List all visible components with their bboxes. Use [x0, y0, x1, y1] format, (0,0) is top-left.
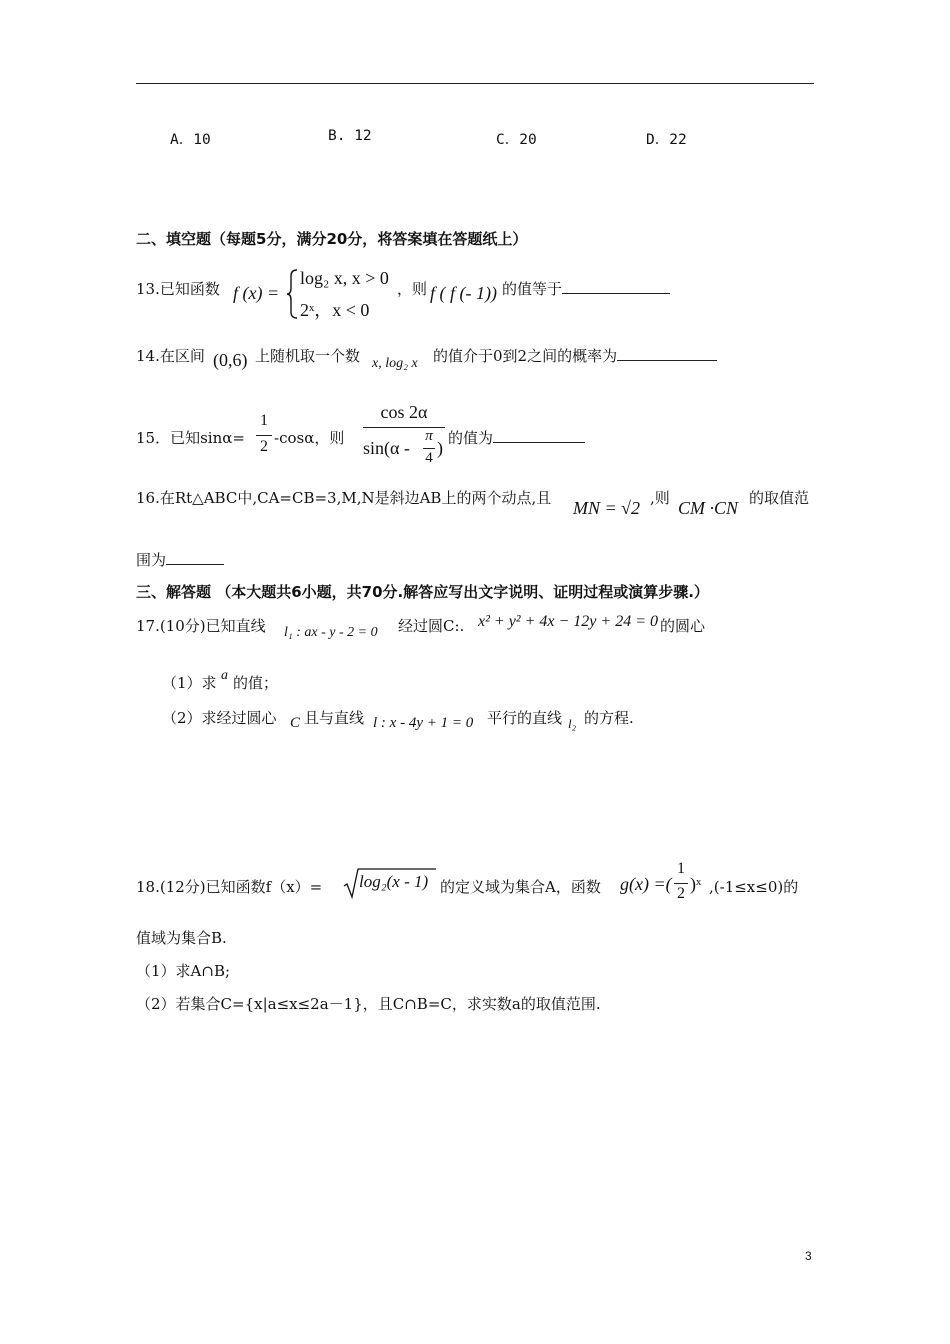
q17-part1-var: a: [221, 668, 228, 683]
option-a: A．10: [170, 132, 211, 148]
q13-case2: 2ˣ，x < 0: [300, 300, 370, 320]
q17-part2-line: l : x - 4y + 1 = 0: [373, 715, 474, 731]
option-d: D．22: [646, 132, 687, 148]
q18-prefix: 18.(12分)已知函数f（x）=: [136, 878, 323, 896]
q16-suffix: 的取值范: [749, 489, 810, 507]
q15-prefix: 15．已知sinα=: [136, 429, 245, 447]
q15-mid1: -cosα，则: [274, 429, 345, 447]
q14-suffix: 的值介于0到2之间的概率为: [433, 347, 618, 365]
q17-part2-c: C: [290, 715, 301, 731]
q16-mid: ,则: [650, 489, 670, 507]
page-number: 3: [805, 1249, 812, 1263]
q17-suffix: 的圆心: [660, 617, 706, 635]
header-rule: [136, 83, 814, 84]
q13-answer-blank: [562, 279, 670, 294]
q15-pi-bar: [423, 448, 435, 449]
q15-numerator: cos 2α: [380, 402, 428, 422]
q13-fx: f (x) =: [233, 283, 280, 303]
q16-answer-blank: [166, 550, 224, 565]
option-c: C．20: [496, 132, 537, 148]
q13-suffix-line: [502, 278, 670, 299]
q14-expr: x, log₂ x: [372, 356, 418, 371]
q17-part2-mid: 且与直线: [304, 709, 365, 727]
q15-half-num: 1: [260, 412, 268, 429]
q15-pi-num: π: [425, 428, 433, 444]
option-b: B. 12: [328, 128, 372, 144]
q15-suffix-line: [448, 427, 585, 448]
q18-line2: 值域为集合B.: [136, 929, 227, 947]
q17-part2-l2: l₂: [568, 716, 577, 731]
q18-sqrt-expr: log₂(x - 1): [359, 872, 429, 891]
q17-part2-mid2: 平行的直线: [487, 709, 563, 727]
q18-part2: （2）若集合C={x|a≤x≤2a－1}，且C∩B=C，求实数a的取值范围.: [136, 995, 601, 1013]
q17-prefix: 17.(10分)已知直线: [136, 617, 266, 635]
q16-cmcn: CM ·CN: [678, 498, 739, 518]
q14-answer-blank: [617, 346, 717, 361]
q18-mid: 的定义域为集合A，函数: [440, 878, 601, 896]
q17-part1-prefix: （1）求: [162, 674, 217, 692]
q18-half-den: 2: [677, 885, 685, 902]
q18-half-bar: [674, 883, 688, 884]
q16-line2-wrap: [136, 549, 224, 570]
q15-suffix: 的值为: [448, 429, 494, 447]
q15-den-close: ): [437, 438, 443, 458]
q17-part2-suffix: 的方程.: [584, 709, 634, 727]
q18-half-num: 1: [677, 860, 685, 877]
q15-answer-blank: [493, 428, 585, 443]
q13-case1: log₂ x, x > 0: [300, 268, 389, 288]
q15-den: sin(α -: [363, 438, 410, 458]
q18-gx-close: )ˣ: [690, 874, 702, 894]
q15-pi-den: 4: [425, 450, 433, 466]
q13-brace: [286, 268, 300, 320]
q16-text: 16.在Rt△ABC中,CA=CB=3,M,N是斜边AB上的两个动点,且: [136, 489, 552, 507]
q14-interval: (0,6): [213, 350, 248, 370]
q15-half-bar: [256, 435, 272, 436]
q14-mid: 上随机取一个数: [255, 347, 361, 365]
q18-range: ,(-1≤x≤0)的: [709, 878, 799, 896]
q16-line2: 围为: [136, 551, 167, 569]
q13-mid: ，则: [397, 280, 428, 298]
q13-expr: f ( f (- 1)): [430, 283, 497, 303]
q14-suffix-line: [433, 345, 717, 366]
section3-heading: 三、解答题 （本大题共6小题，共70分.解答应写出文字说明、证明过程或演算步骤.）: [136, 583, 709, 601]
q13-prefix: 13.已知函数: [136, 280, 220, 298]
q13-suffix: 的值等于: [502, 280, 563, 298]
q17-line: l₁ : ax - y - 2 = 0: [284, 625, 378, 640]
q14-prefix: 14.在区间: [136, 347, 205, 365]
q15-half-den: 2: [260, 438, 268, 455]
q17-mid: 经过圆C:.: [398, 617, 465, 635]
q16-mn: MN = √2: [573, 498, 641, 518]
q18-gx: g(x) =(: [620, 874, 672, 894]
q18-part1: （1）求A∩B;: [136, 962, 231, 980]
q17-circle: x² + y² + 4x − 12y + 24 = 0: [478, 613, 658, 630]
section2-heading: 二、填空题（每题5分，满分20分，将答案填在答题纸上）: [136, 230, 528, 248]
q17-part1-suffix: 的值；: [233, 674, 279, 692]
q17-part2-prefix: （2）求经过圆心: [162, 709, 277, 727]
